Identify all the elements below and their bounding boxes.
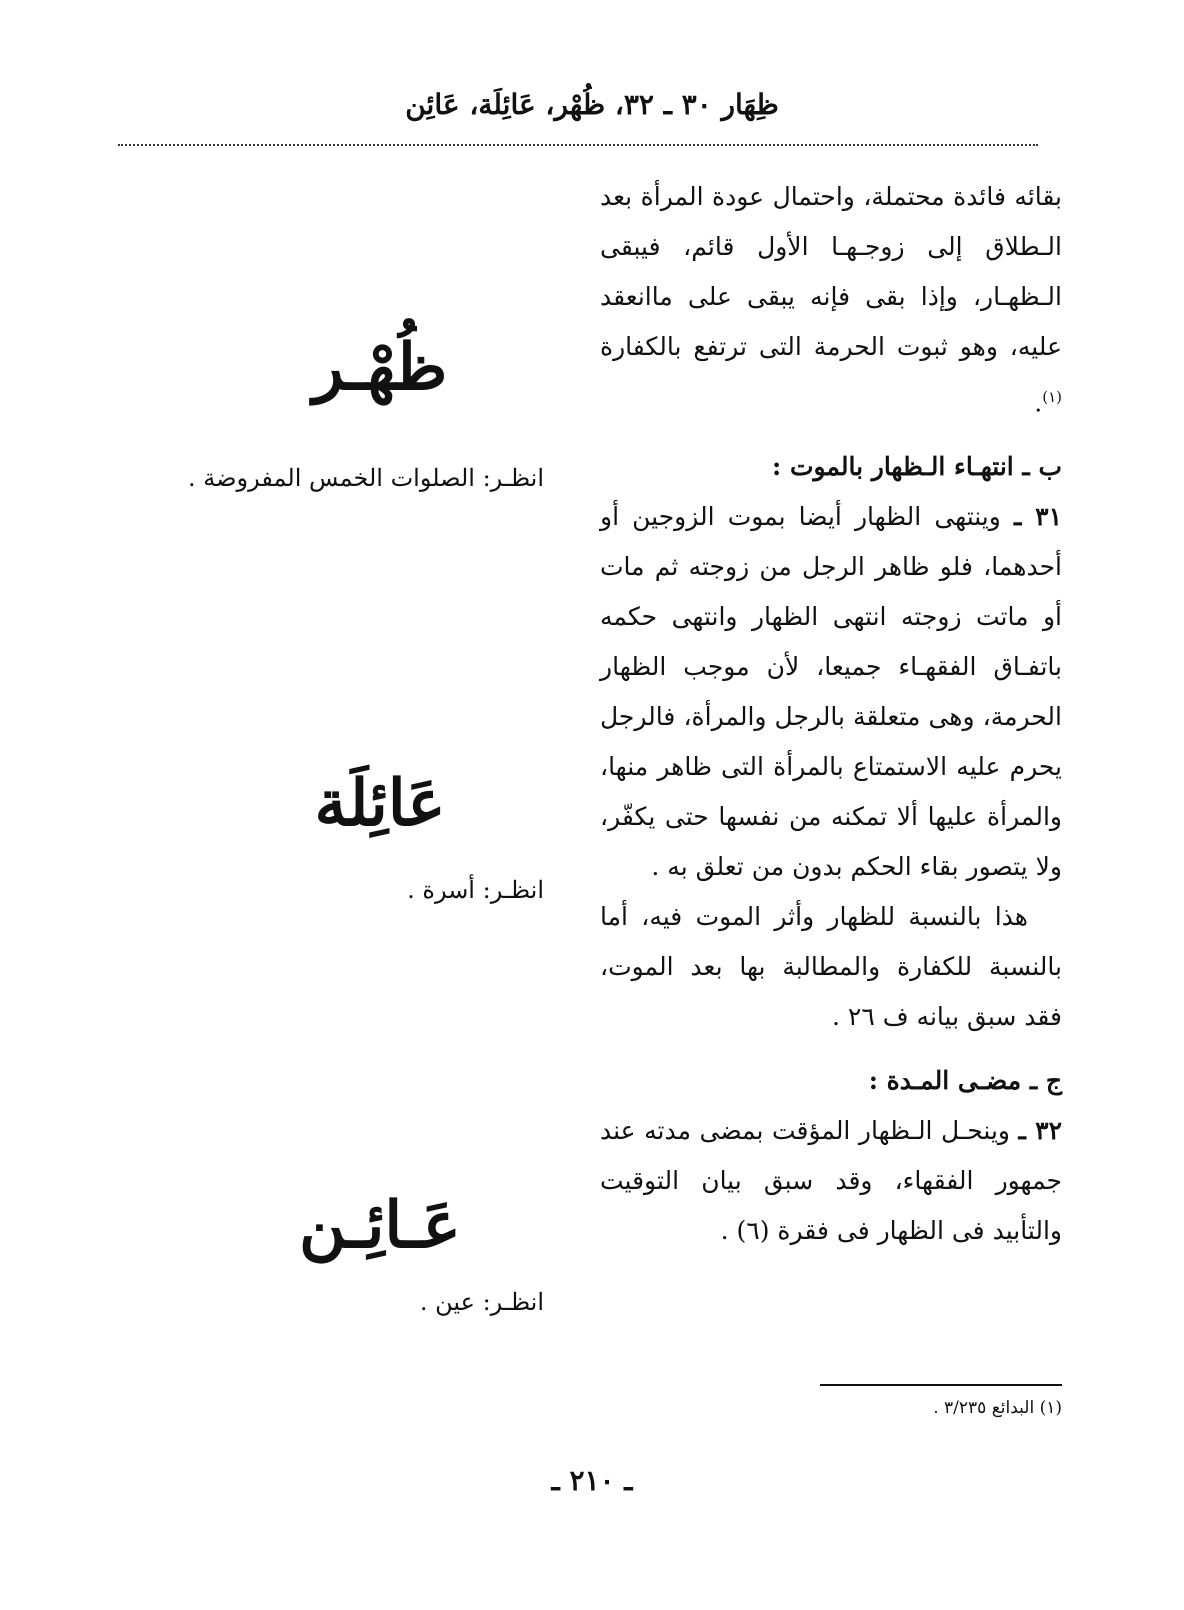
- paragraph-number: ٣١ ـ: [1013, 502, 1062, 532]
- footnote-reference: (١): [1042, 388, 1062, 406]
- footnote-rule: [820, 1384, 1062, 1386]
- cross-reference: انظـر: أسرة .: [407, 876, 544, 904]
- entry-word: ظُهْـر: [312, 330, 448, 405]
- entry-word-aila: [180, 768, 580, 840]
- paragraph-note: هذا بالنسبة للظهار وأثر الموت فيه، أما بالنسبة للكفارة والمطالبة بها بعد الموت، فقد سبق بيانه ف ٢٦ .: [600, 902, 1062, 1032]
- paragraph-number: ٣٢ ـ: [1018, 1116, 1062, 1146]
- entry-word-zuhr: [180, 332, 580, 404]
- header-dotted-rule: [118, 144, 1038, 146]
- cross-reference: انظـر: عين .: [419, 1288, 544, 1316]
- paragraph-31: [600, 492, 1062, 892]
- page-number: ـ ٢١٠ ـ: [551, 1464, 633, 1497]
- entry-word: عَـائِـن: [299, 1188, 461, 1263]
- section-heading-c: ج ـ مضـى المـدة :: [868, 1066, 1062, 1096]
- paragraph-continuation: [600, 172, 1062, 428]
- entry-word-ain: [180, 1190, 580, 1262]
- running-header: ظِهَار ٣٠ ـ ٣٢، ظُهْر، عَائِلَة، عَائِن: [405, 88, 779, 121]
- section-heading-b: ب ـ انتهـاء الـظهار بالموت :: [772, 452, 1062, 482]
- main-text-column: [600, 172, 1062, 1256]
- paragraph-text: وينحـل الـظهار المؤقت بمضى مدته عند جمهور الفقهاء، وقد سبق بيان التوقيت والتأبيد فى الظهار فى فقرة (٦) .: [600, 1116, 1062, 1246]
- footnote: (١) البدائع ٣/٢٣٥ .: [933, 1398, 1062, 1418]
- paragraph-end: .: [1034, 388, 1043, 418]
- cross-reference: انظـر: الصلوات الخمس المفروضة .: [188, 464, 544, 492]
- paragraph-text: بقائه فائدة محتملة، واحتمال عودة المرأة بعد الـطلاق إلى زوجـهـا الأول قائم، فيبقى الـظهـار، وإذا بقى فإنه يبقى على ماانعقد عليه، وهو ثبوت الحرمة التى ترتفع بالكفارة: [600, 182, 1062, 361]
- paragraph-text: وينتهى الظهار أيضا بموت الزوجين أو أحدهما، فلو ظاهر الرجل من زوجته ثم مات أو ماتت زوجته انتهى الظهار وانتهى حكمه باتفـاق الفقهـاء جميعا، لأن موجب الظهار الحرمة، وهى متعلقة بالرجل والمرأة، فالرجل يحرم عليه الاستمتاع بالمرأة التى ظاهر منها، والمرأة عليها ألا تمكنه من نفسها حتى يكفّر، ولا يتصور بقاء الحكم بدون من تعلق به .: [600, 502, 1062, 882]
- paragraph-32: [600, 1106, 1062, 1256]
- entry-word: عَائِلَة: [314, 766, 446, 841]
